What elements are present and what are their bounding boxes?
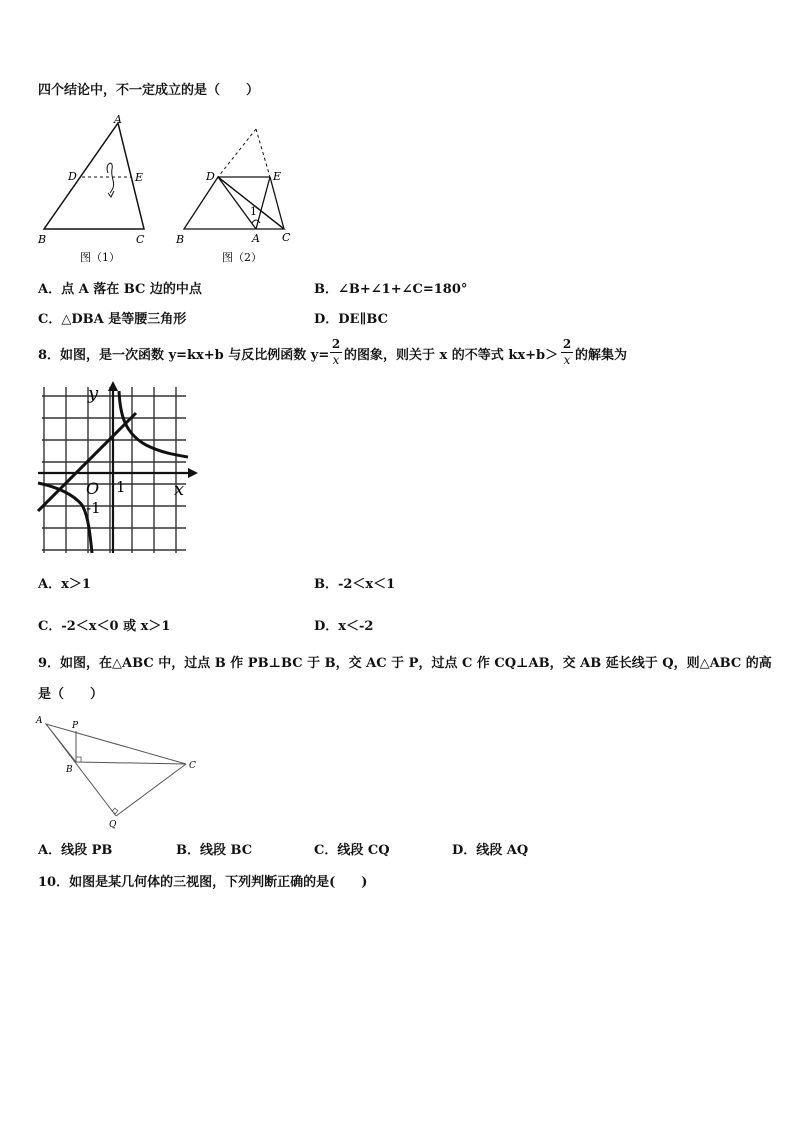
q8-stem-part3: 的解集为 <box>575 348 628 363</box>
fig2-label-B: B <box>176 233 185 246</box>
q10-stem: 10．如图是某几何体的三视图，下列判断正确的是( ) <box>38 875 368 890</box>
fig1-label-A: A <box>114 113 122 126</box>
q9-option-c: C．线段 CQ <box>314 843 390 858</box>
fig1-label-E: E <box>135 171 144 184</box>
fig2-label-1: 1 <box>250 205 257 218</box>
q8-frac1-denominator: x <box>332 353 340 367</box>
q8-axis-x-label: x <box>174 479 185 500</box>
q7-option-a: A．点 A 落在 BC 边的中点 <box>38 282 202 297</box>
q9-option-d: D．线段 AQ <box>452 843 529 858</box>
q7-figure-1 <box>32 113 162 263</box>
q8-frac2-denominator: x <box>563 353 571 367</box>
fig2-label-A: A <box>252 232 260 245</box>
q9-label-C: C <box>189 761 196 771</box>
q7-option-b: B．∠B+∠1+∠C=180° <box>314 282 468 297</box>
q8-frac2-numerator: 2 <box>562 337 572 351</box>
q8-option-a: A．x＞1 <box>38 577 91 592</box>
q9-figure <box>36 714 211 829</box>
q8-option-b: B．-2＜x＜1 <box>314 577 396 592</box>
q8-frac1-numerator: 2 <box>331 337 341 351</box>
fig2-label-D: D <box>206 170 215 183</box>
fig1-label-B: B <box>38 233 47 246</box>
q8-origin-label: O <box>86 479 100 498</box>
q8-graph <box>38 383 198 555</box>
q9-option-a: A．线段 PB <box>38 843 113 858</box>
fig1-caption: 图（1） <box>80 251 120 264</box>
q7-option-d: D．DE∥BC <box>314 312 388 327</box>
q9-label-A: A <box>36 716 43 726</box>
q9-stem-line2: 是（ ） <box>38 687 104 702</box>
q8-option-c: C．-2＜x＜0 或 x＞1 <box>38 619 171 634</box>
q8-fraction-1 <box>330 338 342 367</box>
q8-tick-neg1-label: -1 <box>86 499 101 517</box>
q7-figure-2 <box>172 113 302 263</box>
q9-label-P: P <box>72 721 79 731</box>
q9-label-Q: Q <box>109 820 117 830</box>
q8-stem-part2: 的图象，则关于 x 的不等式 kx+b＞ <box>344 348 559 363</box>
q9-stem-line1: 9．如图，在△ABC 中，过点 B 作 PB⊥BC 于 B，交 AC 于 P，过点 C 作 CQ⊥AB，交 AB 延长线于 Q，则△ABC 的高 <box>38 656 772 671</box>
fig2-label-C: C <box>282 231 291 244</box>
fig1-label-C: C <box>136 233 145 246</box>
fig2-label-E: E <box>273 170 282 183</box>
q8-tick-1-label: 1 <box>116 478 126 496</box>
q7-option-c: C．△DBA 是等腰三角形 <box>38 312 187 327</box>
q8-option-d: D．x＜-2 <box>314 619 374 634</box>
q7-stem: 四个结论中，不一定成立的是（ ） <box>38 83 260 98</box>
q8-axis-y-label: y <box>88 383 99 404</box>
fig2-caption: 图（2） <box>222 251 262 264</box>
fig1-label-D: D <box>68 170 77 183</box>
q8-stem-part1: 8．如图，是一次函数 y=kx+b 与反比例函数 y= <box>38 348 330 363</box>
q8-fraction-2 <box>561 338 573 367</box>
q9-label-B: B <box>66 765 73 775</box>
q9-option-b: B．线段 BC <box>176 843 253 858</box>
